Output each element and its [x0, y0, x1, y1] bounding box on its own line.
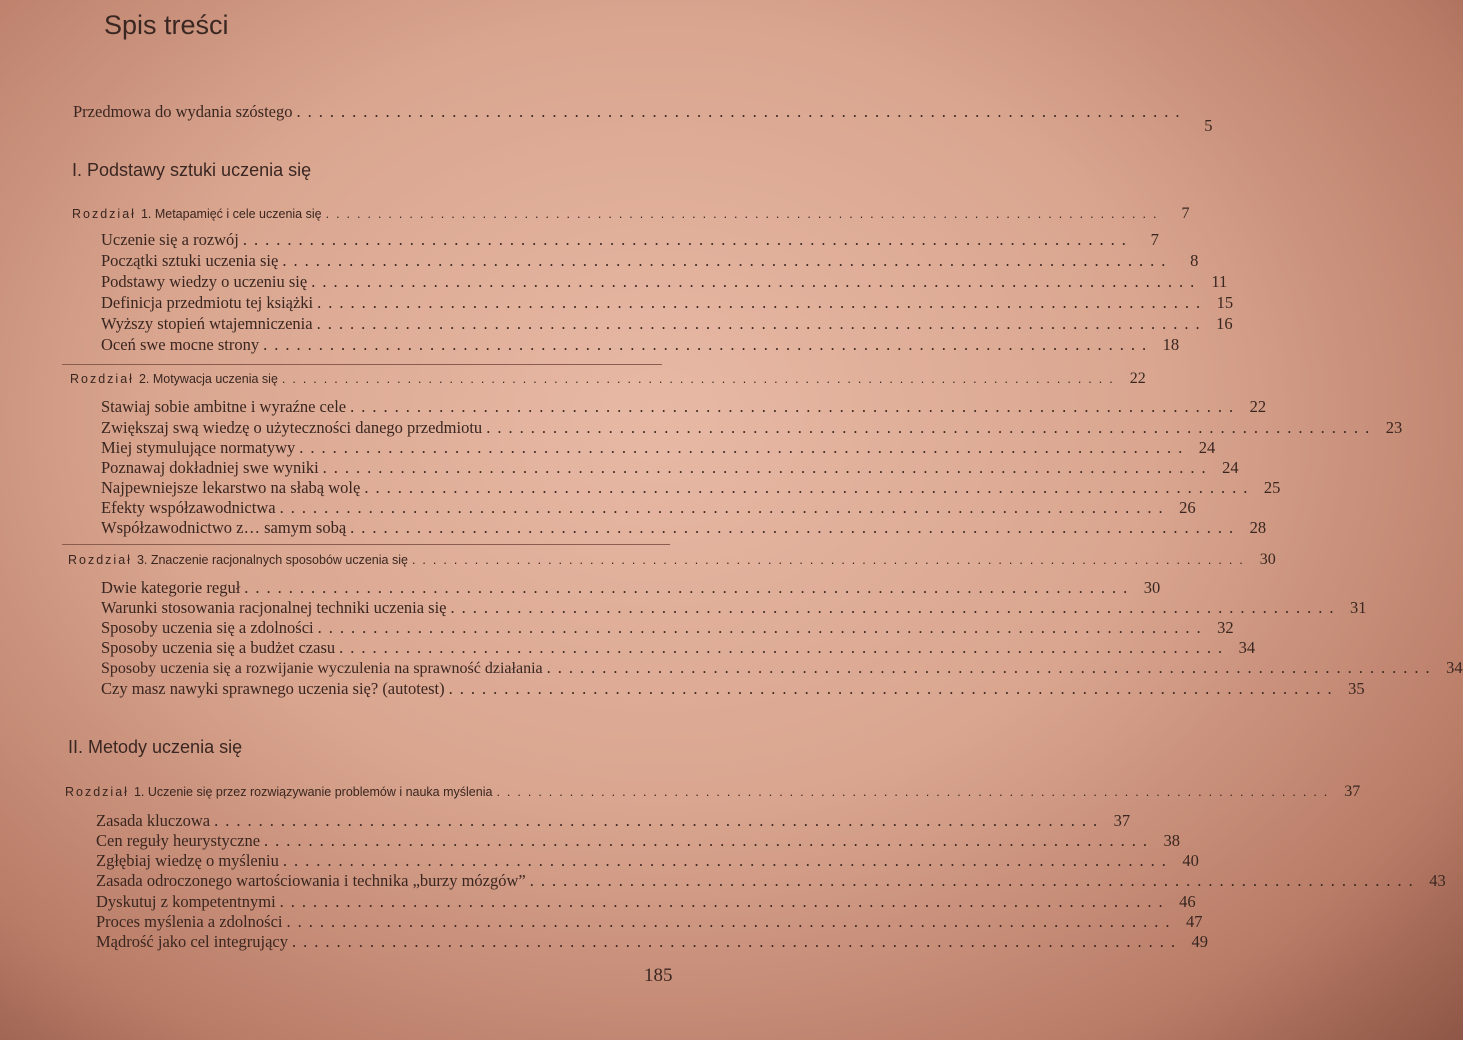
toc-entry — [101, 418, 1403, 440]
chapter-prefix: Rozdział — [65, 785, 129, 799]
toc-entry — [96, 932, 1208, 954]
entry-label: Sposoby uczenia się a zdolności — [101, 618, 314, 637]
chapter-prefix: Rozdział — [68, 553, 132, 567]
part-2-title: II. Metody uczenia się — [68, 737, 243, 757]
chapter-title: 3. Znaczenie racjonalnych sposobów uczenia się — [136, 553, 408, 567]
toc-entry — [96, 892, 1196, 914]
toc-entry — [101, 272, 1228, 294]
entry-label: Zwiększaj swą wiedzę o użyteczności danego przedmiotu — [101, 418, 483, 437]
entry-label: Czy masz nawyki sprawnego uczenia się? (autotest) — [101, 679, 445, 698]
toc-entry — [101, 293, 1234, 315]
entry-label: Stawiaj sobie ambitne i wyraźne cele — [101, 397, 347, 416]
entry-page: 34 — [1446, 658, 1463, 677]
dot-leader: ................................................................................ — [529, 871, 1420, 890]
chapter-heading — [68, 551, 1276, 573]
entry-page: 37 — [1344, 783, 1361, 800]
dot-leader: ................................................................................ — [316, 314, 1207, 333]
entry-label: Efekty współzawodnictwa — [101, 498, 276, 517]
entry-page: 43 — [1429, 871, 1446, 890]
dot-leader: ................................................................................ — [339, 638, 1230, 657]
entry-label: Zasada kluczowa — [96, 811, 211, 830]
chapter-title: 1. Uczenie się przez rozwiązywanie problemów i nauka myślenia — [133, 785, 493, 799]
entry-label: Definicja przedmiotu tej książki — [101, 293, 314, 312]
chapter-prefix: Rozdział — [70, 372, 134, 386]
entry-page: 7 — [1150, 230, 1159, 249]
dot-leader: ................................................................................ — [291, 932, 1182, 951]
dot-leader: ................................................................................ — [296, 102, 1187, 121]
dot-leader: ................................................................................ — [364, 478, 1255, 497]
dot-leader: ................................................................................ — [214, 811, 1105, 830]
toc-entry — [101, 598, 1367, 620]
entry-page: 24 — [1222, 458, 1239, 477]
dot-leader: ................................................................................ — [311, 272, 1202, 291]
dot-leader: ................................................................................ — [299, 438, 1190, 457]
entry-label: Podstawy wiedzy o uczeniu się — [101, 272, 308, 291]
toc-entry — [101, 314, 1233, 336]
entry-page: 16 — [1216, 314, 1233, 333]
toc-entry — [101, 498, 1196, 520]
entry-label: Przedmowa do wydania szóstego — [73, 102, 293, 121]
chapter-title: 2. Motywacja uczenia się — [138, 372, 278, 386]
toc-entry — [101, 397, 1267, 419]
entry-page: 28 — [1249, 518, 1267, 537]
dot-leader: ................................................................................ — [281, 372, 1120, 386]
chapter-heading — [70, 370, 1146, 392]
toc-entry — [96, 871, 1446, 893]
dot-leader: ................................................................................ — [263, 335, 1154, 354]
entry-label: Dwie kategorie reguł — [101, 578, 241, 597]
toc-entry — [101, 478, 1281, 500]
toc-entry-preface — [73, 102, 1213, 135]
dot-leader: ................................................................................ — [282, 851, 1173, 870]
chapter-prefix: Rozdział — [72, 207, 136, 221]
entry-label: Miej stymulujące normatywy — [101, 438, 296, 457]
entry-page: 30 — [1259, 551, 1276, 568]
toc-entry — [101, 618, 1234, 640]
entry-label: Wyższy stopień wtajemniczenia — [101, 314, 313, 333]
toc-entry — [101, 679, 1365, 701]
dot-leader: ................................................................................ — [496, 785, 1335, 799]
entry-page: 31 — [1350, 598, 1367, 617]
toc-entry — [101, 335, 1180, 357]
entry-label: Warunki stosowania racjonalnej techniki uczenia się — [101, 598, 447, 617]
page-number: 185 — [644, 965, 673, 986]
entry-page: 47 — [1186, 912, 1203, 931]
toc-entry — [101, 658, 1463, 680]
dot-leader: ................................................................................ — [264, 831, 1155, 850]
dot-leader: ................................................................................ — [317, 618, 1208, 637]
entry-label: Sposoby uczenia się a budżet czasu — [101, 638, 336, 657]
toc-entry — [101, 458, 1239, 480]
page-title: Spis treści — [104, 10, 229, 40]
entry-page: 25 — [1263, 478, 1281, 497]
dot-leader: ................................................................................ — [279, 892, 1170, 911]
entry-page: 23 — [1385, 418, 1403, 437]
dot-leader: ................................................................................ — [322, 458, 1213, 477]
dot-leader: ................................................................................ — [244, 578, 1135, 597]
toc-entry — [101, 578, 1161, 600]
entry-page: 18 — [1162, 335, 1180, 354]
entry-page: 22 — [1249, 397, 1267, 416]
dot-leader: ................................................................................ — [450, 598, 1341, 617]
entry-label: Zasada odroczonego wartościowania i technika „burzy mózgów” — [96, 871, 526, 890]
dot-leader: ................................................................................ — [411, 553, 1250, 567]
entry-label: Zgłębiaj wiedzę o myśleniu — [96, 851, 279, 870]
entry-page: 24 — [1198, 438, 1216, 457]
dot-leader: ................................................................................ — [325, 207, 1164, 221]
dot-leader: ................................................................................ — [350, 397, 1241, 416]
toc-entry — [96, 851, 1199, 873]
toc-entry — [101, 438, 1216, 460]
dot-leader: ................................................................................ — [279, 498, 1170, 517]
entry-page: 5 — [1204, 116, 1213, 135]
entry-page: 46 — [1179, 892, 1196, 911]
toc-entry — [101, 251, 1199, 273]
entry-page: 49 — [1191, 932, 1208, 951]
toc-entry — [96, 811, 1131, 833]
part-1-title: I. Podstawy sztuki uczenia się — [72, 160, 312, 180]
entry-page: 30 — [1143, 578, 1161, 597]
entry-page: 40 — [1182, 851, 1199, 870]
entry-label: Początki sztuki uczenia się — [101, 251, 279, 270]
toc-entry — [101, 518, 1267, 540]
toc-entry — [96, 912, 1203, 934]
dot-leader: ................................................................................ — [448, 679, 1339, 698]
entry-page: 34 — [1238, 638, 1256, 657]
entry-page: 35 — [1348, 679, 1365, 698]
entry-page: 8 — [1190, 251, 1199, 270]
chapter-heading — [72, 205, 1190, 227]
entry-page: 38 — [1163, 831, 1181, 850]
entry-page: 26 — [1179, 498, 1196, 517]
entry-page: 15 — [1216, 293, 1234, 312]
entry-label: Najpewniejsze lekarstwo na słabą wolę — [101, 478, 361, 497]
dot-leader: ................................................................................ — [546, 658, 1437, 677]
entry-page: 22 — [1129, 370, 1146, 387]
entry-page: 37 — [1113, 811, 1131, 830]
dot-leader: ................................................................................ — [282, 251, 1173, 270]
entry-page: 7 — [1181, 205, 1190, 222]
entry-label: Sposoby uczenia się a rozwijanie wyczulenia na sprawność działania — [101, 660, 543, 677]
chapter-title: 1. Metapamięć i cele uczenia się — [140, 207, 322, 221]
entry-label: Proces myślenia a zdolności — [96, 912, 283, 931]
entry-label: Uczenie się a rozwój — [101, 230, 239, 249]
entry-label: Dyskutuj z kompetentnymi — [96, 892, 276, 911]
section-divider — [62, 364, 662, 365]
dot-leader: ................................................................................ — [286, 912, 1177, 931]
dot-leader: ................................................................................ — [486, 418, 1377, 437]
entry-label: Mądrość jako cel integrujący — [96, 932, 288, 951]
entry-label: Współzawodnictwo z… samym sobą — [101, 518, 347, 537]
dot-leader: ................................................................................ — [317, 293, 1208, 312]
entry-label: Oceń swe mocne strony — [101, 335, 260, 354]
entry-page: 32 — [1217, 618, 1234, 637]
chapter-heading — [65, 783, 1361, 805]
dot-leader: ................................................................................ — [350, 518, 1241, 537]
toc-entry — [101, 638, 1256, 660]
toc-entry — [96, 831, 1181, 853]
entry-page: 11 — [1211, 272, 1228, 291]
section-divider — [62, 544, 670, 545]
entry-label: Cen reguły heurystyczne — [96, 831, 261, 850]
toc-entry — [101, 230, 1159, 252]
dot-leader: ................................................................................ — [242, 230, 1133, 249]
entry-label: Poznawaj dokładniej swe wyniki — [101, 458, 319, 477]
